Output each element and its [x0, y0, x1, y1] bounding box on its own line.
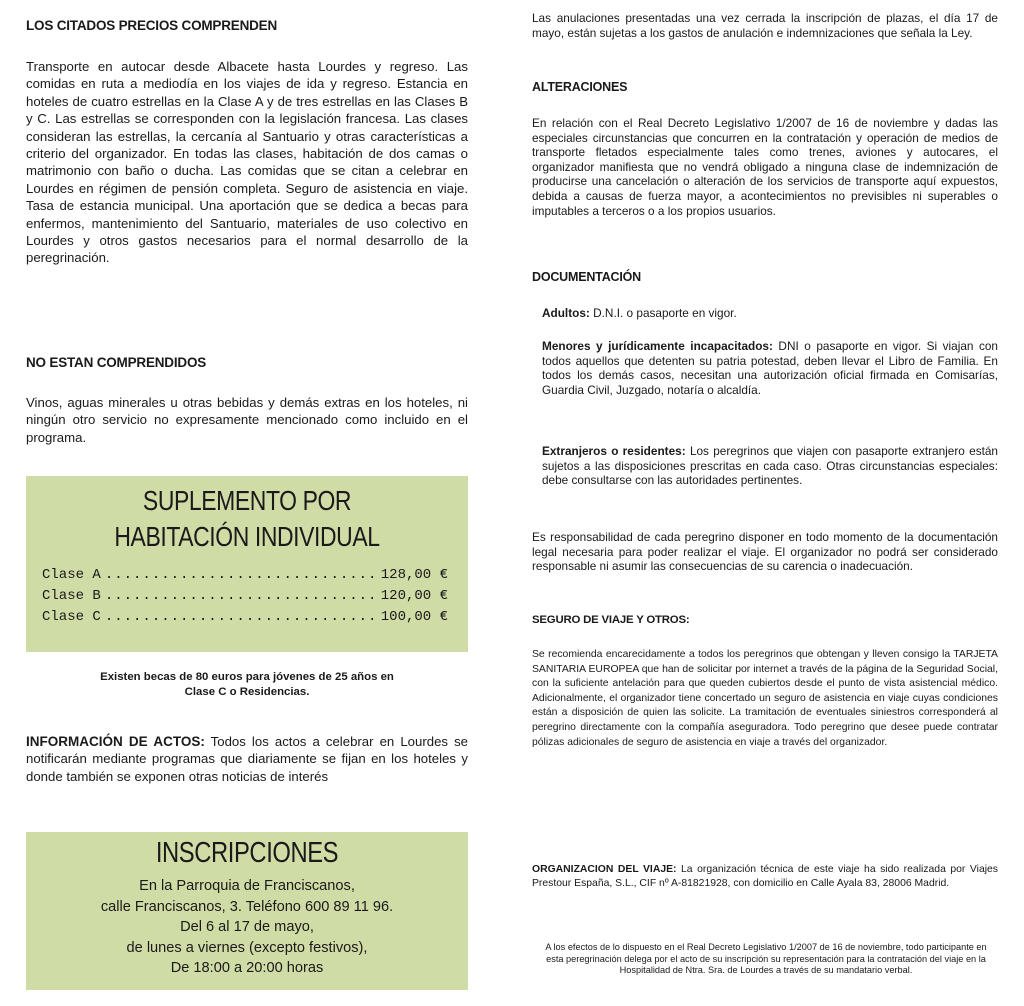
rate-row-clase-c — [42, 606, 448, 627]
comprenden-text: Transporte en autocar desde Albacete hasta Lourdes y regreso. Las comidas en ruta a mediodía en los viajes de ida y regreso. Estancia en hoteles de cuatro estrellas en la Clase A y de tres estrellas en las Clases B y C. Las estrellas se corresponden con la legislación francesa. Las clases consideran las estrellas, la cercanía al Santuario y otras características a criterio del organizador. En todas las clases, habitación de dos camas o matrimonio con baño o ducha. Las comidas que se citan a celebrar en Lourdes en régimen de pensión completa. Seguro de asistencia en viaje. Tasa de estancia municipal. Una aportación que se dedica a becas para enfermos, mantenimiento del Santuario, materiales de uso colectivo en Lourdes y otros gastos necesarios para el normal desarrollo de la peregrinación. — [26, 59, 468, 266]
becas-note — [26, 670, 468, 700]
inscripciones-box — [26, 832, 468, 990]
rate-value: 128,00 € — [380, 566, 448, 583]
menores-label: Menores y jurídicamente incapacitados: — [542, 339, 773, 353]
organizacion-text: La organización técnica de este viaje ha sido realizada por Viajes Prestour España, S.L., CIF nº A-81821928, con domicilio en Calle Ayala 83, 28006 Madrid. — [532, 864, 999, 889]
alteraciones-heading: ALTERACIONES — [532, 80, 628, 94]
anulaciones-text: Las anulaciones presentadas una vez cerrada la inscripción de plazas, el día 17 de mayo, están sujetas a los gastos de anulación e indemnizaciones que señala la Ley. — [532, 11, 998, 40]
extranjeros-label: Extranjeros o residentes: — [542, 444, 686, 458]
menores-text: DNI o pasaporte en vigor. Si viajan con todos aquellos que detenten su patria potestad, deben llevar el Libro de Familia. En todos los demás casos, necesitan una autorización oficial firmada en Comisarías, Guardia Civil, Juzgado, notaría o alcaldía. — [542, 339, 998, 397]
rate-value: 100,00 € — [380, 608, 448, 625]
inscripciones-line4: de lunes a viernes (excepto festivos), — [126, 939, 368, 956]
inscripciones-details — [26, 876, 468, 979]
alteraciones-text: En relación con el Real Decreto Legislativo 1/2007 de 16 de noviembre y dadas las especiales circunstancias que concurren en la contratación y operación de medios de transporte fletados especialmente tales como trenes, aviones y autocares, el organizador manifiesta que no vendrá obligado a ninguna clase de indemnización de producirse una cancelación o alteración de los servicios de transporte aquí expuestos, debida a causas de fuerza mayor, a acontecimientos no previsibles ni superables o imputables a terceros o a los propios usuarios. — [532, 116, 998, 218]
rate-value: 120,00 € — [380, 587, 448, 604]
documentacion-heading: DOCUMENTACIÓN — [532, 270, 641, 284]
becas-note-line1: Existen becas de 80 euros para jóvenes de 25 años en — [100, 671, 394, 683]
suplemento-title-line1: SUPLEMENTO POR — [142, 485, 352, 516]
seguro-heading: SEGURO DE VIAJE Y OTROS: — [532, 614, 690, 626]
actos-label: INFORMACIÓN DE ACTOS: — [26, 734, 205, 749]
responsabilidad-text: Es responsabilidad de cada peregrino disponer en todo momento de la documentación legal necesaria para poder realizar el viaje. El organizador no podrá ser considerado responsable ni asumir las consecuencias de su carencia o inadecuación. — [532, 530, 998, 574]
inscripciones-line2: calle Franciscanos, 3. Teléfono 600 89 11 96. — [100, 898, 394, 915]
adultos-paragraph — [542, 306, 998, 321]
rate-label: Clase B — [42, 587, 101, 604]
rate-dots — [105, 567, 377, 583]
inscripciones-line5: De 18:00 a 20:00 horas — [170, 960, 324, 976]
organizacion-paragraph — [532, 863, 998, 890]
no-comprendidos-heading: NO ESTAN COMPRENDIDOS — [26, 355, 207, 370]
suplemento-rates — [42, 564, 448, 627]
legal-footnote: A los efectos de lo dispuesto en el Real Decreto Legislativo 1/2007 de 16 de noviembre, todo participante en esta peregrinación delega por el acto de su inscripción su representación para la contratación del viaje en la Hospitalidad de Ntra. Sra. de Lourdes a través de su mandatario verbal. — [545, 942, 987, 976]
organizacion-label: ORGANIZACION DEL VIAJE: — [532, 864, 677, 875]
seguro-text: Se recomienda encarecidamente a todos los peregrinos que obtengan y lleven consigo la TARJETA SANITARIA EUROPEA que han de solicitar por internet a través de la página de la Seguridad Social, con la suficiente antelación para que queden cubiertos desde el punto de vista asistencial médico. Adicionalmente, el organizador tiene concertado un seguro de asistencia en viaje cuyas condiciones están a disposición de quien las solicite. La tramitación de eventuales siniestros corresponderá al peregrino directamente con la compañía aseguradora. Todo peregrino que desee puede contratar pólizas adicionales de seguro de asistencia en viaje a través del organizador. — [532, 649, 998, 748]
rate-label: Clase C — [42, 608, 101, 625]
rate-label: Clase A — [42, 566, 101, 583]
actos-paragraph — [26, 733, 468, 785]
inscripciones-line3: Del 6 al 17 de mayo, — [180, 919, 314, 935]
inscripciones-line1: En la Parroquia de Franciscanos, — [139, 878, 355, 894]
suplemento-title-line2: HABITACIÓN INDIVIDUAL — [114, 521, 380, 552]
no-comprendidos-text: Vinos, aguas minerales u otras bebidas y demás extras en los hoteles, ni ningún otro servicio no expresamente mencionado como incluido en el programa. — [26, 395, 468, 445]
extranjeros-paragraph — [542, 444, 998, 488]
extranjeros-text: Los peregrinos que viajen con pasaporte extranjero están sujetos a las disposiciones prescritas en cada caso. Otras circunstancias especiales: debe consultarse con las autoridades pertinentes. — [542, 444, 998, 488]
menores-paragraph — [542, 339, 998, 397]
inscripciones-title: INSCRIPCIONES — [155, 837, 339, 869]
comprenden-heading: LOS CITADOS PRECIOS COMPRENDEN — [26, 18, 278, 33]
rate-dots — [105, 609, 377, 625]
adultos-text: D.N.I. o pasaporte en vigor. — [593, 306, 737, 320]
rate-row-clase-b — [42, 585, 448, 606]
adultos-label: Adultos: — [542, 306, 590, 320]
rate-row-clase-a — [42, 564, 448, 585]
becas-note-line2: Clase C o Residencias. — [184, 686, 310, 698]
rate-dots — [105, 588, 377, 604]
actos-text: Todos los actos a celebrar en Lourdes se notificarán mediante programas que diariamente se fijan en los hoteles y donde también se exponen otras noticias de interés — [26, 734, 468, 784]
suplemento-box — [26, 476, 468, 652]
